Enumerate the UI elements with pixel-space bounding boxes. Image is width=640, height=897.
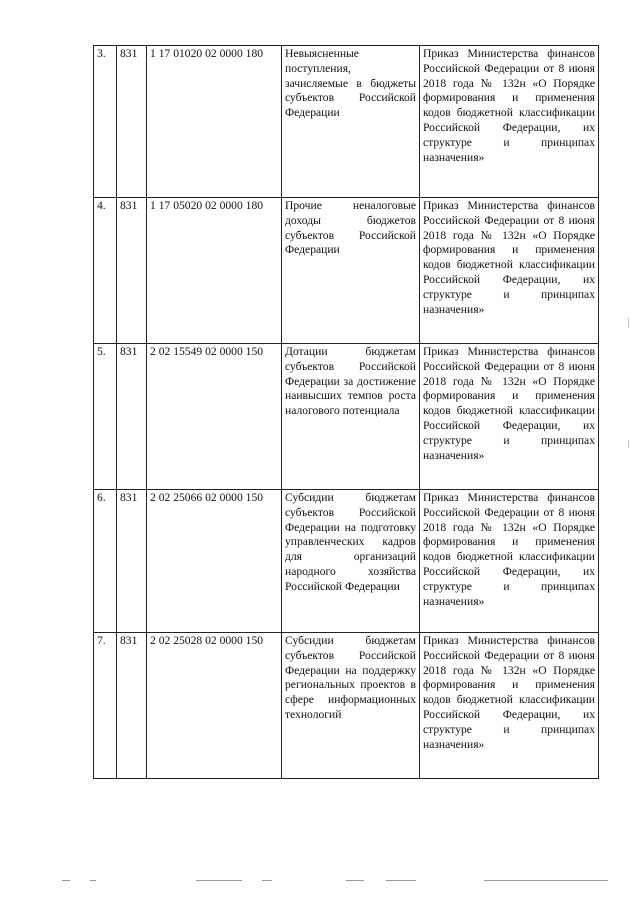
revenue-name: Прочие неналоговые доходы бюджетов субъектов Российской Федерации (282, 198, 420, 344)
budget-classification-code: 1 17 01020 02 0000 180 (147, 46, 282, 198)
table-row (94, 198, 599, 344)
administrator-code: 831 (117, 46, 147, 198)
table-row (94, 490, 599, 633)
legal-basis: Приказ Министерства финансов Российской Федерации от 8 июня 2018 года № 132н «О Порядке формирования и применения кодов бюджетной классификации Российской Федерации, их структуре и принципах назначения» (420, 633, 599, 779)
revenue-codes-table (93, 45, 599, 779)
budget-classification-code: 2 02 25028 02 0000 150 (147, 633, 282, 779)
scan-artifact-line (346, 880, 364, 881)
table-row (94, 633, 599, 779)
budget-classification-code: 1 17 05020 02 0000 180 (147, 198, 282, 344)
legal-basis: Приказ Министерства финансов Российской Федерации от 8 июня 2018 года № 132н «О Порядке формирования и применения кодов бюджетной классификации Российской Федерации, их структуре и принципах назначения» (420, 46, 599, 198)
row-number: 5. (94, 344, 117, 490)
revenue-name: Субсидии бюджетам субъектов Российской Федерации на поддержку региональных проектов в сфере информационных технологий (282, 633, 420, 779)
revenue-name: Дотации бюджетам субъектов Российской Федерации за достижение наивысших темпов роста налогового потенциала (282, 344, 420, 490)
row-number: 6. (94, 490, 117, 633)
scan-artifact-line (386, 880, 416, 881)
row-number: 3. (94, 46, 117, 198)
revenue-name: Субсидии бюджетам субъектов Российской Федерации на подготовку управленческих кадров для организаций народного хозяйства Российской Федерации (282, 490, 420, 633)
administrator-code: 831 (117, 198, 147, 344)
table-row (94, 344, 599, 490)
administrator-code: 831 (117, 344, 147, 490)
scan-artifact-line (484, 880, 608, 881)
administrator-code: 831 (117, 490, 147, 633)
revenue-name: Невыясненные поступления, зачисляемые в бюджеты субъектов Российской Федерации (282, 46, 420, 198)
budget-classification-code: 2 02 25066 02 0000 150 (147, 490, 282, 633)
legal-basis: Приказ Министерства финансов Российской Федерации от 8 июня 2018 года № 132н «О Порядке формирования и применения кодов бюджетной классификации Российской Федерации, их структуре и принципах назначения» (420, 198, 599, 344)
scan-artifact-line (628, 318, 629, 328)
legal-basis: Приказ Министерства финансов Российской Федерации от 8 июня 2018 года № 132н «О Порядке формирования и применения кодов бюджетной классификации Российской Федерации, их структуре и принципах назначения» (420, 344, 599, 490)
scan-artifact-line (196, 880, 242, 881)
legal-basis: Приказ Министерства финансов Российской Федерации от 8 июня 2018 года № 132н «О Порядке формирования и применения кодов бюджетной классификации Российской Федерации, их структуре и принципах назначения» (420, 490, 599, 633)
row-number: 4. (94, 198, 117, 344)
scan-artifact-line (62, 880, 70, 881)
scan-artifact-line (628, 440, 629, 448)
administrator-code: 831 (117, 633, 147, 779)
scan-artifact-line (90, 880, 96, 881)
budget-classification-code: 2 02 15549 02 0000 150 (147, 344, 282, 490)
row-number: 7. (94, 633, 117, 779)
table-row (94, 46, 599, 198)
scan-artifact-line (262, 880, 272, 881)
